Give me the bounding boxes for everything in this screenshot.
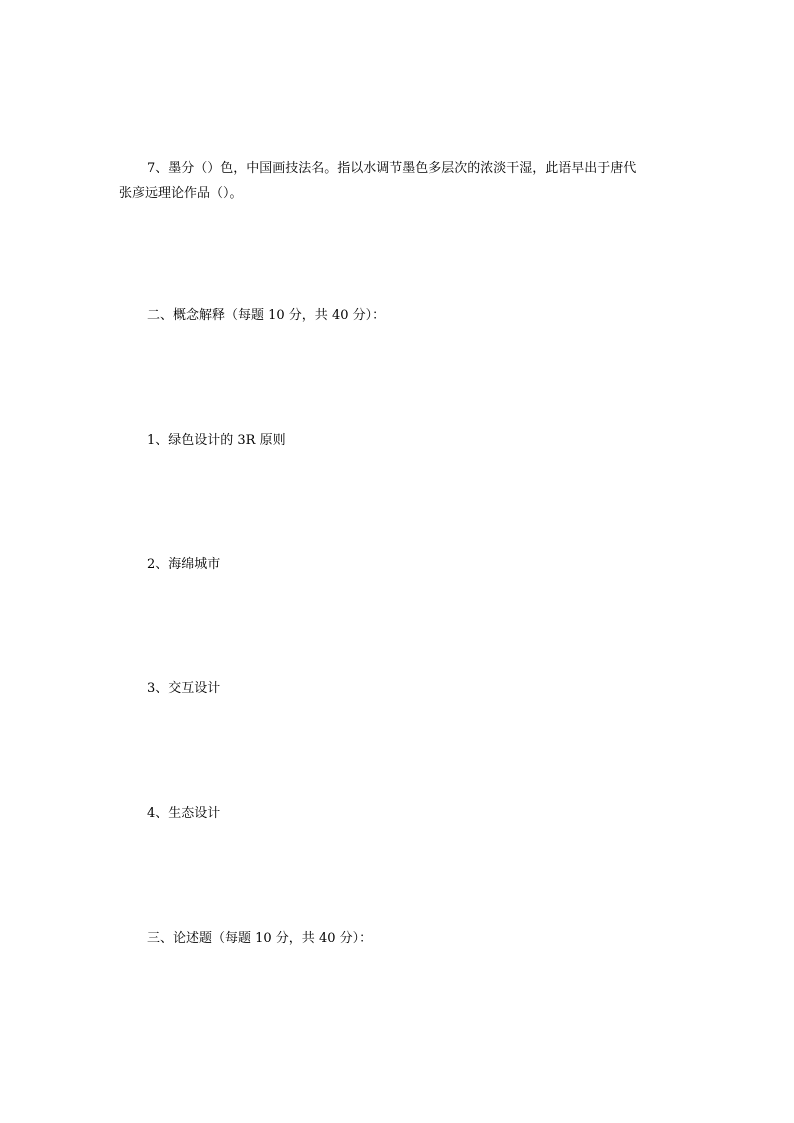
concept-item-4: 4、生态设计: [147, 806, 221, 821]
section-2-heading: 二、概念解释（每题 10 分，共 40 分）：: [147, 308, 386, 323]
concept-item-3: 3、交互设计: [147, 681, 221, 696]
concept-item-2: 2、海绵城市: [147, 557, 221, 572]
question-7-text-line-1: 7、墨分（）色，中国画技法名。指以水调节墨色多层次的浓淡干湿，此语早出于唐代: [147, 161, 637, 176]
section-3-heading: 三、论述题（每题 10 分，共 40 分）：: [147, 931, 373, 946]
concept-item-1: 1、绿色设计的 3R 原则: [147, 433, 286, 448]
question-7-text-line-2: 张彦远理论作品（）。: [119, 186, 243, 201]
